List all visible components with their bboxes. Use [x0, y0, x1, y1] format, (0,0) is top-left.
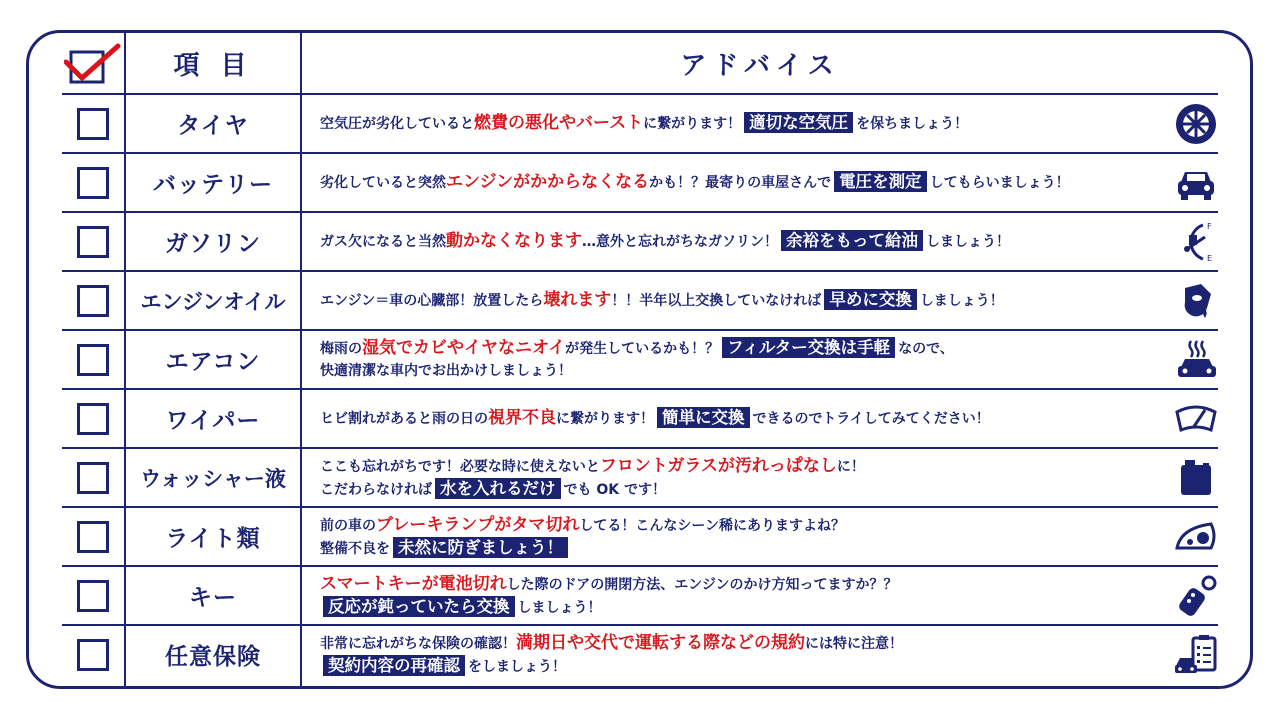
- warning-text: 燃費の悪化やバースト: [474, 113, 644, 133]
- item-label: ワイパー: [165, 408, 261, 434]
- highlight-tip: 適切な空気圧: [744, 112, 853, 133]
- oil-can-icon: [1172, 271, 1220, 330]
- item-label: ライト類: [165, 526, 261, 552]
- checkbox-cell: [62, 153, 124, 212]
- checkbox-cell: [62, 212, 124, 271]
- advice-text: [320, 389, 1170, 448]
- advice-segment: 梅雨の: [320, 341, 362, 357]
- advice-segment: に繋がります！: [643, 116, 742, 132]
- car-front-icon: [1172, 153, 1220, 212]
- advice-segment: ヒビ割れがあると雨の日の: [320, 411, 488, 427]
- checkbox-cell: [62, 389, 124, 448]
- fuel-gauge-icon: [1172, 212, 1220, 271]
- svg-text:F: F: [1207, 221, 1212, 231]
- advice-text: [320, 212, 1170, 271]
- advice-segment: ここも忘れがちです！必要な時に使えないと: [320, 458, 600, 475]
- header-row: [0, 0, 1280, 94]
- advice-text: [320, 566, 1170, 625]
- advice-segment: 劣化していると突然: [320, 175, 446, 191]
- advice-segment: 前の車の: [320, 517, 376, 534]
- advice-line: [320, 112, 1170, 135]
- checklist-row: [0, 271, 1280, 330]
- item-label: エアコン: [165, 349, 261, 375]
- advice-line: [320, 655, 1170, 678]
- advice-text: [320, 271, 1170, 330]
- advice-segment: には特に注意！: [805, 635, 903, 652]
- header-check-cell: [62, 32, 124, 94]
- highlight-tip: 反応が鈍っていたら交換: [323, 596, 515, 617]
- checkbox-cell: [62, 448, 124, 507]
- advice-segment: しましょう！: [926, 234, 1010, 250]
- highlight-tip: 契約内容の再確認: [323, 655, 465, 676]
- advice-segment: しましょう！: [517, 599, 602, 616]
- checkbox[interactable]: [77, 285, 109, 317]
- advice-text: [320, 507, 1170, 566]
- checklist-row: [0, 212, 1280, 271]
- checkbox-cell: [62, 625, 124, 684]
- highlight-tip: 余裕をもって給油: [781, 230, 923, 251]
- warning-text: 湿気でカビやイヤなニオイ: [362, 338, 566, 358]
- highlight-tip: 簡単に交換: [657, 407, 750, 428]
- header-advice-label: アドバイス: [680, 50, 840, 81]
- advice-line: [320, 632, 1170, 655]
- advice-line: [320, 171, 1170, 194]
- warning-text: 動かなくなります: [446, 231, 582, 251]
- advice-text: [320, 448, 1170, 507]
- advice-segment: しましょう！: [919, 293, 1004, 309]
- checkbox-cell: [62, 271, 124, 330]
- advice-line: [320, 514, 1170, 537]
- checklist-row: [0, 507, 1280, 566]
- advice-segment: に！: [836, 458, 865, 475]
- advice-segment: してもらいましょう！: [929, 175, 1070, 191]
- advice-segment: エンジン＝車の心臓部！放置したら: [320, 293, 544, 309]
- highlight-tip: 未然に防ぎましょう！: [393, 537, 568, 558]
- checked-checkbox-icon: [64, 40, 122, 86]
- checklist-row: [0, 625, 1280, 684]
- advice-segment: かも！？最寄りの車屋さんで: [649, 175, 832, 191]
- checkbox[interactable]: [77, 167, 109, 199]
- warning-text: ブレーキランプがタマ切れ: [376, 514, 580, 535]
- headlight-icon: [1172, 507, 1220, 566]
- highlight-tip: 早めに交換: [824, 289, 917, 310]
- svg-text:E: E: [1207, 253, 1213, 263]
- advice-segment: 快適清潔な車内でお出かけしましょう！: [320, 363, 572, 379]
- checkbox-cell: [62, 566, 124, 625]
- advice-segment: を保ちましょう！: [856, 116, 969, 132]
- advice-segment: 整備不良を: [320, 540, 390, 557]
- checkbox[interactable]: [77, 639, 109, 671]
- advice-line: [320, 230, 1170, 253]
- advice-text: [320, 94, 1170, 153]
- item-label: ガソリン: [165, 231, 261, 257]
- advice-segment: こだわらなければ: [320, 481, 432, 498]
- insurance-checklist-icon: [1172, 625, 1220, 684]
- checklist-row: [0, 566, 1280, 625]
- advice-segment: でも OK です！: [563, 481, 666, 498]
- tire-icon: [1172, 94, 1220, 153]
- advice-line: [320, 573, 1170, 596]
- checklist-row: [0, 153, 1280, 212]
- advice-segment: をしましょう！: [468, 658, 566, 675]
- item-label: ウォッシャー液: [140, 466, 286, 491]
- advice-segment: が発生しているかも！？: [565, 341, 720, 357]
- item-label: バッテリー: [153, 172, 273, 198]
- advice-line: [320, 407, 1170, 430]
- advice-segment: ガス欠になると当然: [320, 234, 446, 250]
- item-label: キー: [189, 585, 237, 611]
- advice-segment: なので、: [898, 341, 954, 357]
- advice-segment: …意外と忘れがちなガソリン！: [582, 234, 778, 250]
- highlight-tip: 電圧を測定: [834, 171, 927, 192]
- warning-text: スマートキーが電池切れ: [320, 573, 507, 594]
- advice-line: [320, 337, 1170, 360]
- warning-text: 満期日や交代で運転する際などの規約: [516, 632, 805, 653]
- checkbox[interactable]: [77, 226, 109, 258]
- car-key-icon: [1172, 566, 1220, 625]
- advice-line: [320, 596, 1170, 619]
- advice-segment: 非常に忘れがちな保険の確認！: [320, 635, 516, 652]
- warning-text: 視界不良: [488, 408, 556, 428]
- advice-line: [320, 478, 1170, 501]
- checkbox[interactable]: [77, 580, 109, 612]
- advice-line: [320, 537, 1170, 560]
- warning-text: フロントガラスが汚れっぱなし: [599, 455, 837, 476]
- advice-line: [320, 360, 1170, 382]
- checkbox[interactable]: [77, 462, 109, 494]
- item-label: 任意保険: [165, 644, 261, 670]
- advice-line: [320, 455, 1170, 478]
- checklist-row: [0, 330, 1280, 389]
- checkbox[interactable]: [77, 108, 109, 140]
- advice-segment: できるのでトライしてみてください！: [752, 411, 990, 427]
- checkbox-cell: [62, 507, 124, 566]
- checklist-row: [0, 389, 1280, 448]
- checkbox[interactable]: [77, 521, 109, 553]
- advice-text: [320, 153, 1170, 212]
- checkbox-cell: [62, 330, 124, 389]
- checklist-row: [0, 94, 1280, 153]
- advice-text: [320, 330, 1170, 389]
- item-label: タイヤ: [177, 113, 249, 139]
- advice-text: [320, 625, 1170, 684]
- advice-segment: 空気圧が劣化していると: [320, 116, 474, 132]
- header-item-label: 項 目: [173, 50, 253, 81]
- checkbox[interactable]: [77, 403, 109, 435]
- advice-line: [320, 289, 1170, 312]
- checkbox-cell: [62, 94, 124, 153]
- highlight-tip: フィルター交換は手軽: [722, 337, 895, 358]
- warning-text: エンジンがかからなくなる: [446, 172, 650, 192]
- highlight-tip: 水を入れるだけ: [435, 478, 561, 499]
- advice-segment: してる！こんなシーン稀にありますよね？: [579, 517, 846, 534]
- advice-segment: に繋がります！: [556, 411, 654, 427]
- checklist-row: [0, 448, 1280, 507]
- wiper-icon: [1172, 389, 1220, 448]
- washer-tank-icon: [1172, 448, 1220, 507]
- advice-segment: ！！半年以上交換していなければ: [611, 293, 822, 309]
- advice-segment: した際のドアの開閉方法、エンジンのかけ方知ってますか？？: [506, 576, 898, 593]
- car-aircon-icon: [1172, 330, 1220, 389]
- item-label: エンジンオイル: [140, 289, 286, 314]
- checkbox[interactable]: [77, 344, 109, 376]
- warning-text: 壊れます: [543, 290, 612, 310]
